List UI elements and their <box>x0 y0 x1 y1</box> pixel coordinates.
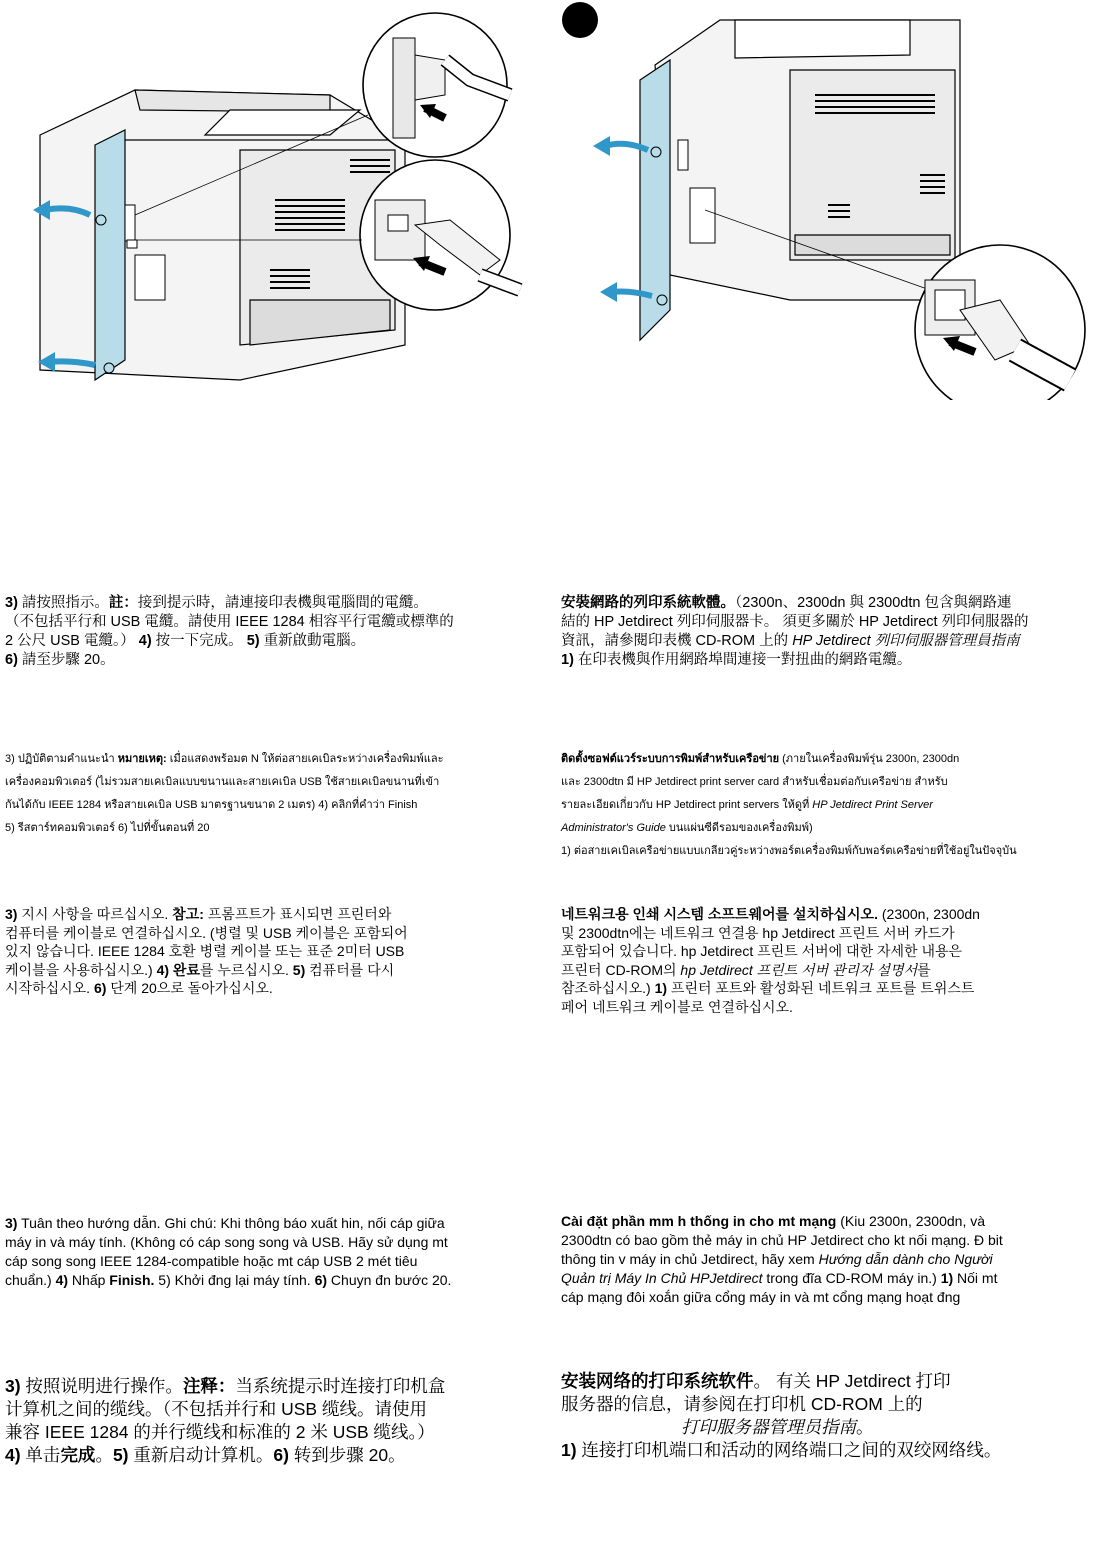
section-heading: 安裝網路的列印系統軟體。 <box>561 595 735 611</box>
section-heading: 安装网络的打印系统软件 <box>561 1371 754 1391</box>
instructions-vi-left: 3) Tuân theo hướng dẫn. Ghi chú: Khi thông báo xuất hin, nối cáp giữa máy in và máy tính. (Không có cáp song song và USB. Hãy sử dụng mt cáp song song IEEE 1284-compatible hoặc mt cáp USB 2 mét tiêu chuẩn.) 4) Nhấp Finish. 5) Khởi đng lại máy tính. 6) Chuyn đn bước 20. <box>5 1215 452 1288</box>
section-heading: Cài đặt phần mm h thống in cho mt mạng <box>561 1213 837 1229</box>
instructions-th-right: ติดตั้งซอฟต์แวร์ระบบการพิมพ์สำหรับเครือข่าย (ภายในเครื่องพิมพ์รุ่น 2300n, 2300dn และ 2300dtn มี HP Jetdirect print server card สำหรับเชื่อมต่อกับเครือข่าย สำหรับ รายละเอียดเกี่ยวกับ HP Jetdirect print servers ให้ดูที่ HP Jetdirect Print Server Administrator's Guide บนแผ่นซีดีรอมของเครื่องพิมพ์) 1) ต่อสายเคเบิลเครือข่ายแบบเกลียวคู่ระหว่างพอร์ตเครื่องพิมพ์กับพอร์ตเครือข่ายที่ใช้อยู่ในปัจจุบัน <box>561 753 1017 857</box>
note-label: 注释： <box>182 1376 236 1396</box>
usb-port-zoom <box>360 160 520 310</box>
instructions-zh-tw-right: 安裝網路的列印系統軟體。（2300n、2300dn 與 2300dtn 包含與網路連 結的 HP Jetdirect 列印伺服器卡。 須更多關於 HP Jetdirect 列印伺服器的 資訊，請參閱印表機 CD-ROM 上的 HP Jetdirect 列印伺服器管理員指南 1) 在印表機與作用網路埠間連接一對扭曲的網路電纜。 <box>561 595 1029 668</box>
note-label: 註： <box>108 595 138 611</box>
instructions-zh-cn-left: 3) 按照说明进行操作。注释：当系统提示时连接打印机盒 计算机之间的缆线。（不包括并行和 USB 缆线。请使用 兼容 IEEE 1284 的并行缆线和标准的 2 米 USB 缆线。） 4) 单击完成。5) 重新启动计算机。6) 转到步骤 20。 <box>5 1376 446 1465</box>
parallel-port-zoom <box>363 13 510 157</box>
section-heading: ติดตั้งซอฟต์แวร์ระบบการพิมพ์สำหรับเครือข่าย <box>561 753 780 765</box>
instructions-ko-left: 3) 지시 사항을 따르십시오. 참고: 프롬프트가 표시되면 프린터와 컴퓨터를 케이블로 연결하십시오. (병렬 및 USB 케이블은 포함되어 있지 않습니다. IEEE 1284 호환 병렬 케이블 또는 표준 2미터 USB 케이블을 사용하십시오.) 4) 완료를 누르십시오. 5) 컴퓨터를 다시 시작하십시오. 6) 단계 20으로 돌아가십시오. <box>5 906 408 996</box>
side-panel <box>95 130 125 380</box>
note-label: 참고: <box>172 906 204 922</box>
network-connection-illustration <box>560 0 1103 400</box>
instructions-vi-right: Cài đặt phần mm h thống in cho mt mạng (Kiu 2300n, 2300dn, và 2300dtn có bao gồm thẻ máy in chủ HP Jetdirect cho kt nối mạng. Đ bit thông tin v máy in chủ Jetdirect, hãy xem Hướng dẫn dành cho Người Quản trị Máy In Chủ HPJetdirect trong đĩa CD-ROM máy in.) 1) Nối mt cáp mạng đôi xoắn giữa cổng máy in và mt cổng mạng hoạt đng <box>561 1213 1003 1305</box>
usb-parallel-connection-illustration <box>0 0 540 400</box>
printer-rear-view <box>655 20 960 300</box>
network-port-zoom <box>915 245 1085 400</box>
step-marker <box>562 2 598 38</box>
section-heading: 네트워크용 인쇄 시스템 소프트웨어를 설치하십시오. <box>561 906 878 922</box>
step-number: 3) <box>5 595 22 611</box>
instructions-ko-right: 네트워크용 인쇄 시스템 소프트웨어를 설치하십시오. (2300n, 2300dn 및 2300dtn에는 네트워크 연결용 hp Jetdirect 프린트 서버 카드가 포함되어 있습니다. hp Jetdirect 프린트 서버에 대한 자세한 내용은 프린터 CD-ROM의 hp Jetdirect 프린트 서버 관리자 설명서를 참조하십시오.) 1) 프린터 포트와 활성화된 네트워크 포트를 트위스트 페어 네트워크 케이블로 연결하십시오. <box>561 906 980 1015</box>
note-label: หมายเหตุ: <box>117 753 167 765</box>
instructions-zh-tw-left: 3) 請按照指示。註：接到提示時，請連接印表機與電腦間的電纜。 （不包括平行和 USB 電纜。請使用 IEEE 1284 相容平行電纜或標準的 2 公尺 USB 電纜。） 4) 按一下完成。 5) 重新啟動電腦。 6) 請至步驟 20。 <box>5 595 454 668</box>
instructions-zh-cn-right: 安装网络的打印系统软件。 有关 HP Jetdirect 打印 服务器的信息，请参阅在打印机 CD-ROM 上的 打印服务器管理员指南。 1) 连接打印机端口和活动的网络端口之间的双绞网络线。 <box>561 1371 1002 1460</box>
instructions-th-left: 3) ปฏิบัติตามคำแนะนำ หมายเหตุ: เมื่อแสดงพร้อมต N ให้ต่อสายเคเบิลระหว่างเครื่องพิมพ์และ เครื่องคอมพิวเตอร์ (ไม่รวมสายเคเบิลแบบขนานและสายเคเบิล USB ใช้สายเคเบิลขนานที่เข้า กันได้กับ IEEE 1284 หรือสายเคเบิล USB มาตรฐานขนาด 2 เมตร) 4) คลิกที่คำว่า Finish 5) รีสตาร์ทคอมพิวเตอร์ 6) ไปที่ขั้นตอนที่ 20 <box>5 753 444 834</box>
